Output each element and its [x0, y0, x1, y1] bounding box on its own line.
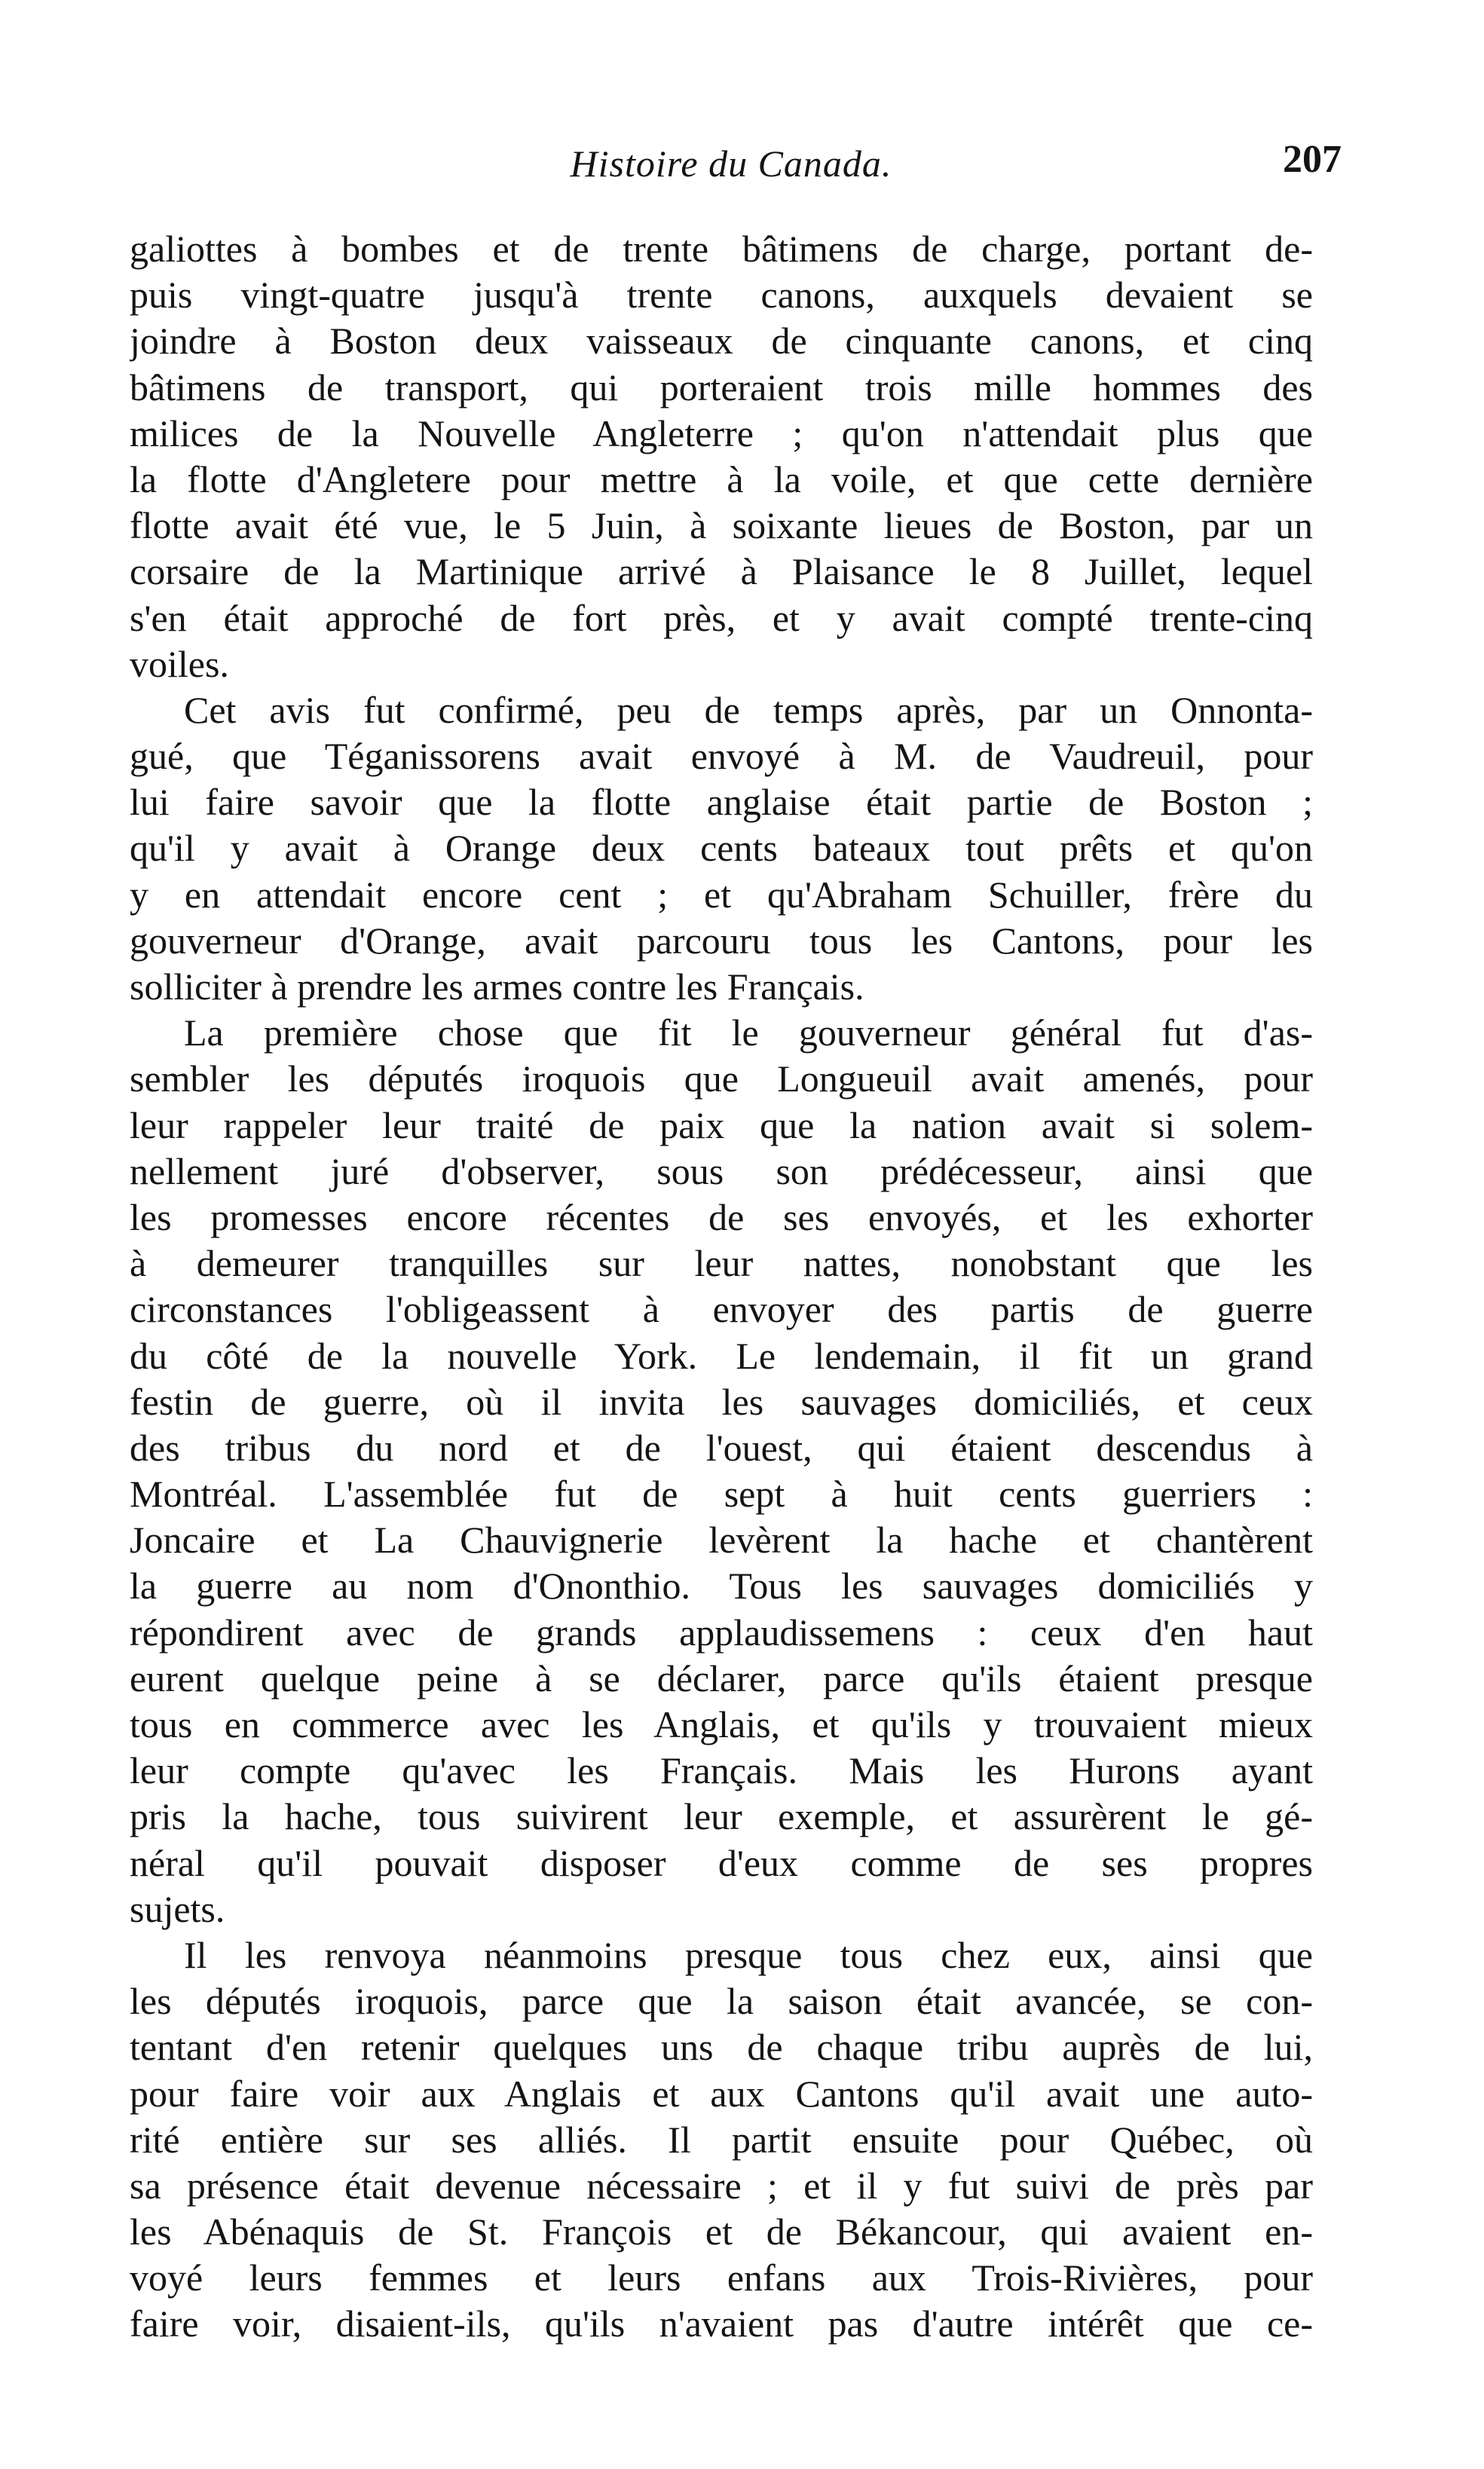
body-text — [130, 226, 1313, 2348]
text-line: Montréal. L'assemblée fut de sept à huit cents guerriers : — [130, 1473, 1313, 1516]
text-line: Joncaire et La Chauvignerie levèrent la hache et chantèrent — [130, 1519, 1313, 1562]
text-line: la flotte d'Angletere pour mettre à la voile, et que cette dernière — [130, 457, 1313, 500]
text-line: leur rappeler leur traité de paix que la nation avait si solem- — [130, 1103, 1313, 1146]
paragraph-1 — [130, 226, 1313, 687]
text-line: eurent quelque peine à se déclarer, parce qu'ils étaient presque — [130, 1657, 1313, 1700]
page-number: 207 — [1283, 138, 1342, 181]
text-line: corsaire de la Martinique arrivé à Plaisance le 8 Juillet, lequel — [130, 550, 1313, 593]
text-line: pour faire voir aux Anglais et aux Cantons qu'il avait une auto- — [130, 2072, 1313, 2115]
text-line: bâtimens de transport, qui porteraient trois mille hommes des — [130, 366, 1313, 408]
text-line: tentant d'en retenir quelques uns de chaque tribu auprès de lui, — [130, 2026, 1313, 2069]
text-line: galiottes à bombes et de trente bâtimens de charge, portant de- — [130, 228, 1313, 270]
text-line: du côté de la nouvelle York. Le lendemain, il fit un grand — [130, 1334, 1313, 1377]
paragraph-2 — [130, 687, 1313, 1010]
text-line: gouverneur d'Orange, avait parcouru tous les Cantons, pour les — [130, 919, 1313, 962]
text-line: à demeurer tranquilles sur leur nattes, nonobstant que les — [130, 1242, 1313, 1285]
text-line: puis vingt-quatre jusqu'à trente canons, auxquels devaient se — [130, 274, 1313, 317]
text-line: la guerre au nom d'Ononthio. Tous les sauvages domiciliés y — [130, 1565, 1313, 1608]
text-line: les députés iroquois, parce que la saison était avancée, se con- — [130, 1980, 1313, 2023]
text-line: les Abénaquis de St. François et de Békancour, qui avaient en- — [130, 2210, 1313, 2253]
text-line: pris la hache, tous suivirent leur exemple, et assurèrent le gé- — [130, 1795, 1313, 1838]
text-line: Cet avis fut confirmé, peu de temps après, par un Onnonta- — [184, 688, 1313, 731]
text-line: voyé leurs femmes et leurs enfans aux Trois-Rivières, pour — [130, 2256, 1313, 2299]
text-line: joindre à Boston deux vaisseaux de cinquante canons, et cinq — [130, 320, 1313, 363]
text-line: La première chose que fit le gouverneur général fut d'as- — [184, 1011, 1313, 1054]
text-line: rité entière sur ses alliés. Il partit ensuite pour Québec, où — [130, 2118, 1313, 2161]
text-line: sujets. — [130, 1887, 225, 1930]
text-line: y en attendait encore cent ; et qu'Abraham Schuiller, frère du — [130, 873, 1313, 916]
text-line: gué, que Téganissorens avait envoyé à M. de Vaudreuil, pour — [130, 735, 1313, 778]
text-line: sembler les députés iroquois que Longueuil avait amenés, pour — [130, 1057, 1313, 1100]
paragraph-4 — [130, 1932, 1313, 2348]
text-line: les promesses encore récentes de ses envoyés, et les exhorter — [130, 1195, 1313, 1238]
text-line: milices de la Nouvelle Angleterre ; qu'on n'attendait plus que — [130, 412, 1313, 454]
text-line: répondirent avec de grands applaudissemens : ceux d'en haut — [130, 1611, 1313, 1654]
text-line: circonstances l'obligeassent à envoyer des partis de guerre — [130, 1288, 1313, 1331]
text-line: néral qu'il pouvait disposer d'eux comme de ses propres — [130, 1841, 1313, 1884]
running-title: Histoire du Canada. — [570, 142, 892, 185]
page-header — [121, 134, 1342, 194]
text-line: nellement juré d'observer, sous son prédécesseur, ainsi que — [130, 1149, 1313, 1192]
text-line: tous en commerce avec les Anglais, et qu'ils y trouvaient mieux — [130, 1703, 1313, 1745]
text-line: festin de guerre, où il invita les sauvages domiciliés, et ceux — [130, 1380, 1313, 1423]
text-line: voiles. — [130, 642, 229, 685]
text-line: Il les renvoya néanmoins presque tous chez eux, ainsi que — [184, 1933, 1313, 1976]
text-line: sa présence était devenue nécessaire ; et il y fut suivi de près par — [130, 2164, 1313, 2207]
text-line: des tribus du nord et de l'ouest, qui étaient descendus à — [130, 1426, 1313, 1469]
text-line: s'en était approché de fort près, et y avait compté trente-cinq — [130, 596, 1313, 639]
text-line: qu'il y avait à Orange deux cents bateaux tout prêts et qu'on — [130, 827, 1313, 870]
paragraph-3 — [130, 1010, 1313, 1932]
text-line: flotte avait été vue, le 5 Juin, à soixante lieues de Boston, par un — [130, 504, 1313, 547]
text-line: leur compte qu'avec les Français. Mais les Hurons ayant — [130, 1749, 1313, 1792]
text-line: faire voir, disaient-ils, qu'ils n'avaient pas d'autre intérêt que ce- — [130, 2302, 1313, 2345]
text-line: lui faire savoir que la flotte anglaise était partie de Boston ; — [130, 781, 1313, 824]
text-line: solliciter à prendre les armes contre les Français. — [130, 965, 864, 1008]
